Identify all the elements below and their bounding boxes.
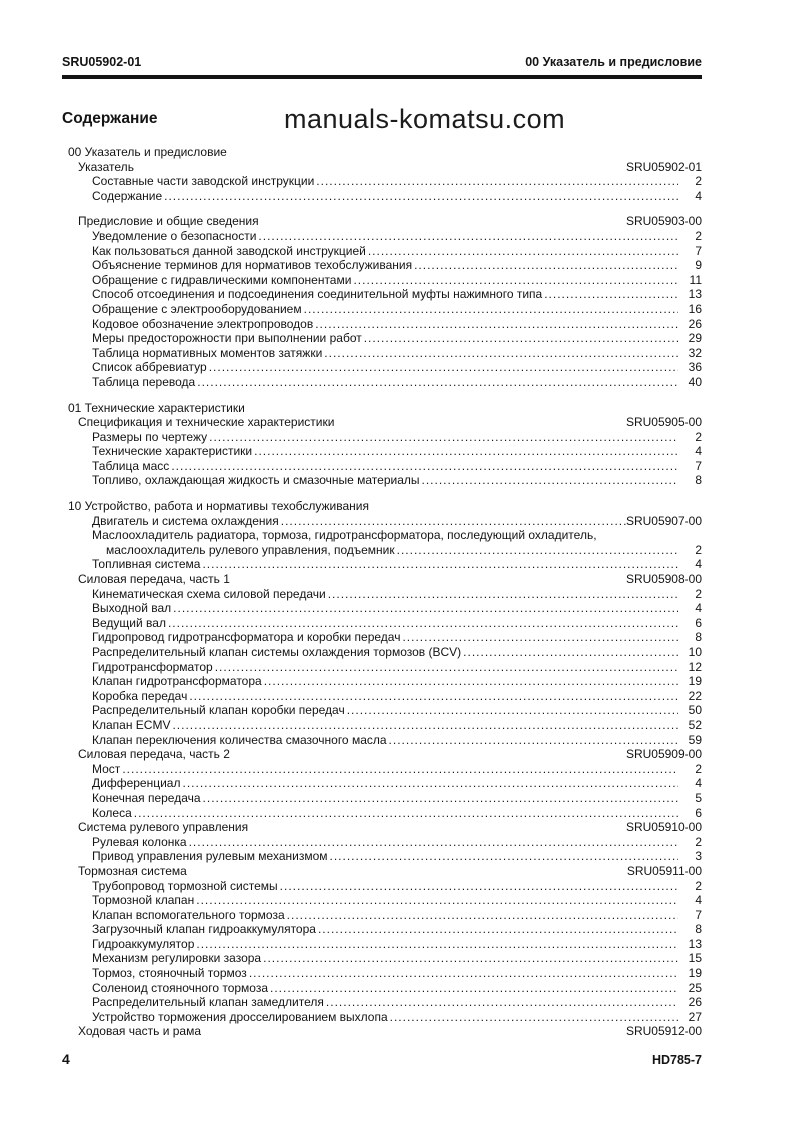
- toc-row: [62, 557, 702, 572]
- toc-entry-label: Обращение с электрооборудованием: [92, 301, 302, 316]
- dot-leader: [122, 762, 678, 777]
- toc-row: [62, 430, 702, 445]
- toc-entry-label: Тормозная система: [78, 863, 187, 878]
- toc-row: [62, 660, 702, 675]
- dot-leader: [196, 893, 678, 908]
- toc-page-number: 22: [688, 688, 702, 703]
- toc-page-number: 3: [695, 849, 702, 864]
- toc-entry-label: Предисловие и общие сведения: [78, 214, 259, 229]
- toc-page-number: 8: [695, 922, 702, 937]
- header-section-title: 00 Указатель и предисловие: [525, 55, 702, 69]
- dot-leader: [544, 287, 678, 302]
- toc-entry-label: Кодовое обозначение электропроводов: [92, 316, 314, 331]
- dot-leader: [134, 806, 678, 821]
- toc-row: [62, 908, 702, 923]
- toc-row: [62, 674, 702, 689]
- toc-row: [62, 601, 702, 616]
- toc-row: [62, 258, 702, 273]
- dot-leader: [328, 587, 678, 602]
- toc-entry-label: Клапан переключения количества смазочного масла: [92, 732, 387, 747]
- dot-leader: [209, 430, 678, 445]
- toc-row: [62, 145, 702, 160]
- toc-page-number: 12: [688, 659, 702, 674]
- toc-row: [62, 616, 702, 631]
- watermark-text: manuals-komatsu.com: [284, 104, 566, 134]
- toc-row: [62, 375, 702, 390]
- toc-row: [62, 893, 702, 908]
- toc-entry-label: Выходной вал: [92, 601, 172, 616]
- toc-row: [62, 1010, 702, 1025]
- spacer: [259, 214, 626, 229]
- toc-entry-label: 01 Технические характеристики: [68, 400, 245, 415]
- spacer: [134, 160, 626, 175]
- toc-entry-label: Размеры по чертежу: [92, 429, 208, 444]
- dot-leader: [203, 791, 678, 806]
- dot-leader: [182, 776, 678, 791]
- dot-leader: [315, 317, 678, 332]
- toc-entry-label: Уведомление о безопасности: [92, 228, 257, 243]
- footer-model-code: HD785-7: [651, 1053, 702, 1067]
- dot-leader: [414, 258, 678, 273]
- toc-row: [62, 499, 702, 514]
- header-rule: [62, 75, 702, 79]
- toc-row: [62, 849, 702, 864]
- toc-row: [62, 645, 702, 660]
- toc-page-number: 4: [695, 444, 702, 459]
- toc-row: [62, 214, 702, 229]
- toc-row: [62, 718, 702, 733]
- spacer: [248, 820, 626, 835]
- toc-entry-label: Гидроаккумулятор: [92, 936, 195, 951]
- toc-row: [62, 360, 702, 375]
- dot-leader: [326, 995, 678, 1010]
- toc-entry-label: Трубопровод тормозной системы: [92, 878, 278, 893]
- toc-entry-label: Распределительный клапан системы охлаждения тормозов (BCV): [92, 645, 462, 659]
- dot-leader: [171, 459, 678, 474]
- toc-row: [62, 174, 702, 189]
- toc-row: [62, 459, 702, 474]
- toc-entry-label: Колеса: [92, 805, 132, 820]
- toc-row: [62, 966, 702, 981]
- toc-row: [62, 995, 702, 1010]
- toc-row: [62, 346, 702, 361]
- toc-entry-label: Маслоохладитель радиатора, тормоза, гидротрансформатора, последующий охладитель,: [92, 528, 597, 543]
- toc-row: [62, 747, 702, 762]
- dot-leader: [397, 543, 678, 558]
- toc-row: [62, 937, 702, 952]
- toc-page-number: 4: [695, 188, 702, 203]
- toc-page-number: 8: [695, 630, 702, 645]
- toc-row: [62, 287, 702, 302]
- spacer: [230, 747, 626, 762]
- toc-row: [62, 444, 702, 459]
- dot-leader: [390, 1010, 678, 1025]
- toc-page-number: 7: [695, 243, 702, 258]
- toc-entry-label: Тормозной клапан: [92, 893, 195, 908]
- toc-row: [62, 922, 702, 937]
- dot-leader: [330, 849, 678, 864]
- toc-page-number: 19: [688, 966, 702, 981]
- toc-entry-label: Клапан ECMV: [92, 717, 171, 732]
- dot-leader: [280, 879, 678, 894]
- running-footer: [62, 1051, 702, 1067]
- toc-entry-label: Список аббревиатур: [92, 360, 207, 375]
- toc-page-number: 32: [688, 345, 702, 360]
- toc: [62, 145, 702, 1039]
- toc-row: [62, 762, 702, 777]
- toc-entry-label: Рулевая колонка: [92, 834, 187, 849]
- title-row: [62, 104, 702, 134]
- dot-leader: [209, 360, 678, 375]
- toc-entry-label: Система рулевого управления: [78, 820, 249, 835]
- toc-entry-label: Технические характеристики: [92, 444, 253, 459]
- toc-row: [62, 229, 702, 244]
- toc-page-number: 8: [695, 473, 702, 488]
- toc-row: [62, 302, 702, 317]
- toc-entry-label: Загрузочный клапан гидроаккумулятора: [92, 922, 316, 937]
- toc-page-number: 11: [689, 272, 702, 287]
- toc-entry-label: Распределительный клапан замедлителя: [92, 995, 324, 1010]
- toc-row: [62, 572, 702, 587]
- toc-entry-label: Топливная система: [92, 557, 201, 572]
- toc-row: [62, 689, 702, 704]
- spacer: [334, 415, 625, 430]
- toc-entry-label: Ведущий вал: [92, 615, 166, 630]
- toc-entry-label: Привод управления рулевым механизмом: [92, 849, 328, 864]
- dot-leader: [318, 922, 678, 937]
- toc-doc-code: SRU05902-01: [625, 159, 702, 174]
- dot-leader: [164, 189, 678, 204]
- toc-row: [62, 703, 702, 718]
- toc-entry-label: Тормоз, стояночный тормоз: [92, 966, 247, 981]
- toc-page-number: 13: [688, 287, 702, 302]
- toc-row: [62, 189, 702, 204]
- footer-page-number: 4: [62, 1051, 70, 1067]
- dot-leader: [173, 601, 678, 616]
- dot-leader: [215, 660, 678, 675]
- spacer: [201, 1024, 626, 1039]
- toc-page-number: 29: [688, 331, 702, 346]
- toc-page-number: 26: [688, 995, 702, 1010]
- toc-row: [62, 806, 702, 821]
- toc-row: [62, 514, 702, 529]
- toc-page-number: 19: [688, 674, 702, 689]
- toc-entry-label: Силовая передача, часть 1: [78, 572, 230, 587]
- page-title: Содержание: [62, 110, 158, 127]
- toc-entry-label: Спецификация и технические характеристики: [78, 415, 335, 430]
- toc-entry-label: Таблица масс: [92, 458, 170, 473]
- toc-row: [62, 864, 702, 879]
- toc-row: [62, 733, 702, 748]
- dot-leader: [249, 966, 678, 981]
- dot-leader: [254, 444, 678, 459]
- toc-row: [62, 415, 702, 430]
- toc-entry-label: 10 Устройство, работа и нормативы техобслуживания: [68, 499, 369, 514]
- toc-entry-label: Механизм регулировки зазора: [92, 951, 262, 966]
- toc-page-number: 36: [688, 360, 702, 375]
- toc-entry-label: Гидропровод гидротрансформатора и коробки передач: [92, 630, 401, 645]
- dot-leader: [263, 951, 678, 966]
- toc-page-number: 7: [695, 458, 702, 473]
- dot-leader: [197, 375, 678, 390]
- toc-page-number: 40: [688, 374, 702, 389]
- toc-page-number: 9: [695, 258, 702, 273]
- toc-page-number: 6: [695, 805, 702, 820]
- toc-page-number: 4: [695, 557, 702, 572]
- toc-doc-code: SRU05903-00: [625, 214, 702, 229]
- toc-entry-label: Таблица нормативных моментов затяжки: [92, 345, 323, 360]
- toc-row: [62, 401, 702, 416]
- toc-entry-label: Указатель: [78, 159, 134, 174]
- toc-doc-code: SRU05909-00: [625, 747, 702, 762]
- toc-entry-label: Объяснение терминов для нормативов техобслуживания: [92, 258, 413, 273]
- toc-entry-label: Как пользоваться данной заводской инструкцией: [92, 243, 366, 258]
- toc-entry-label: Таблица перевода: [92, 374, 196, 389]
- toc-row: [62, 587, 702, 602]
- toc-page-number: 2: [695, 429, 702, 444]
- toc-page-number: 4: [695, 893, 702, 908]
- dot-leader: [258, 229, 678, 244]
- toc-row: [62, 776, 702, 791]
- toc-row: [62, 273, 702, 288]
- toc-doc-code: SRU05912-00: [625, 1024, 702, 1039]
- toc-row: [62, 244, 702, 259]
- toc-page-number: 27: [688, 1009, 702, 1024]
- toc-doc-code: SRU05911-00: [626, 863, 702, 878]
- toc-entry-label: маслоохладитель рулевого управления, подъемник: [106, 542, 395, 557]
- toc-page-number: 2: [695, 761, 702, 776]
- dot-leader: [353, 273, 678, 288]
- dot-leader: [368, 244, 678, 259]
- toc-entry-label: Дифференциал: [92, 776, 181, 791]
- dot-leader: [287, 908, 678, 923]
- dot-leader: [402, 630, 678, 645]
- toc-row: [62, 1024, 702, 1039]
- toc-page-number: 2: [695, 174, 702, 189]
- dot-leader: [304, 302, 678, 317]
- toc-page-number: 2: [695, 586, 702, 601]
- toc-entry-label: Соленоид стояночного тормоза: [92, 980, 269, 995]
- toc-doc-code: SRU05908-00: [625, 572, 702, 587]
- toc-row: [62, 951, 702, 966]
- toc-page-number: 2: [695, 228, 702, 243]
- toc-entry-label: Коробка передач: [92, 688, 188, 703]
- dot-leader: [189, 689, 678, 704]
- toc-entry-label: Клапан гидротрансформатора: [92, 674, 262, 689]
- toc-row: [62, 791, 702, 806]
- toc-entry-label: Обращение с гидравлическими компонентами: [92, 272, 352, 287]
- dot-leader: [389, 733, 678, 748]
- dot-leader: [202, 557, 678, 572]
- toc-page-number: 4: [695, 601, 702, 616]
- toc-page-number: 52: [688, 717, 702, 732]
- toc-entry-label: Клапан вспомогательного тормоза: [92, 907, 285, 922]
- dot-leader: [347, 703, 678, 718]
- toc-row: [62, 630, 702, 645]
- toc-row: [62, 981, 702, 996]
- toc-page-number: 26: [688, 316, 702, 331]
- toc-page-number: 2: [695, 878, 702, 893]
- toc-entry-label: Силовая передача, часть 2: [78, 747, 230, 762]
- toc-page-number: 16: [688, 301, 702, 316]
- spacer: [230, 572, 626, 587]
- dot-leader: [463, 645, 678, 660]
- dot-leader: [422, 473, 678, 488]
- toc-row: [62, 820, 702, 835]
- toc-entry-label: Содержание: [92, 188, 163, 203]
- toc-row: [62, 331, 702, 346]
- toc-page-number: 7: [695, 907, 702, 922]
- dot-leader: [264, 674, 678, 689]
- toc-entry-label: Двигатель и система охлаждения: [92, 513, 279, 528]
- toc-page-number: 6: [695, 615, 702, 630]
- toc-page-number: 13: [688, 936, 702, 951]
- toc-page-number: 15: [688, 951, 702, 966]
- toc-entry-label: Составные части заводской инструкции: [92, 174, 315, 189]
- dot-leader: [316, 174, 678, 189]
- toc-doc-code: SRU05910-00: [625, 820, 702, 835]
- toc-page-number: 50: [688, 703, 702, 718]
- toc-page-number: 4: [695, 776, 702, 791]
- spacer: [187, 864, 627, 879]
- toc-entry-label: Топливо, охлаждающая жидкость и смазочные материалы: [92, 473, 420, 488]
- toc-row: [62, 835, 702, 850]
- toc-entry-label: Устройство торможения дросселированием выхлопа: [92, 1009, 388, 1024]
- dot-leader: [168, 616, 678, 631]
- dot-leader: [196, 937, 678, 952]
- toc-doc-code: SRU05905-00: [625, 415, 702, 430]
- dot-leader: [189, 835, 678, 850]
- toc-row: [62, 317, 702, 332]
- toc-row: [62, 473, 702, 488]
- toc-entry-label: Кинематическая схема силовой передачи: [92, 586, 326, 601]
- toc-entry-label: Способ отсоединения и подсоединения соединительной муфты нажимного типа: [92, 287, 543, 302]
- toc-row: [62, 528, 702, 543]
- toc-page-number: 59: [688, 732, 702, 747]
- dot-leader: [324, 346, 678, 361]
- toc-page-number: 2: [695, 542, 702, 557]
- toc-page-number: 2: [695, 834, 702, 849]
- toc-entry-label: Распределительный клапан коробки передач: [92, 703, 345, 718]
- toc-entry-label: Мост: [92, 761, 121, 776]
- running-header: [62, 55, 702, 70]
- toc-row: [62, 879, 702, 894]
- toc-entry-label: Ходовая часть и рама: [78, 1024, 202, 1039]
- toc-page-number: 25: [688, 980, 702, 995]
- toc-entry-label: Конечная передача: [92, 790, 201, 805]
- dot-leader: [270, 981, 678, 996]
- toc-row: [62, 543, 702, 558]
- toc-entry-label: Гидротрансформатор: [92, 659, 213, 674]
- toc-doc-code: SRU05907-00: [625, 513, 702, 528]
- toc-row: [62, 160, 702, 175]
- dot-leader: [172, 718, 678, 733]
- toc-page-number: 5: [695, 790, 702, 805]
- header-doc-code: SRU05902-01: [62, 55, 142, 69]
- toc-entry-label: Меры предосторожности при выполнении работ: [92, 331, 362, 346]
- dot-leader: [281, 514, 626, 529]
- toc-page-number: 10: [688, 645, 702, 659]
- dot-leader: [364, 331, 678, 346]
- toc-entry-label: 00 Указатель и предисловие: [68, 145, 227, 159]
